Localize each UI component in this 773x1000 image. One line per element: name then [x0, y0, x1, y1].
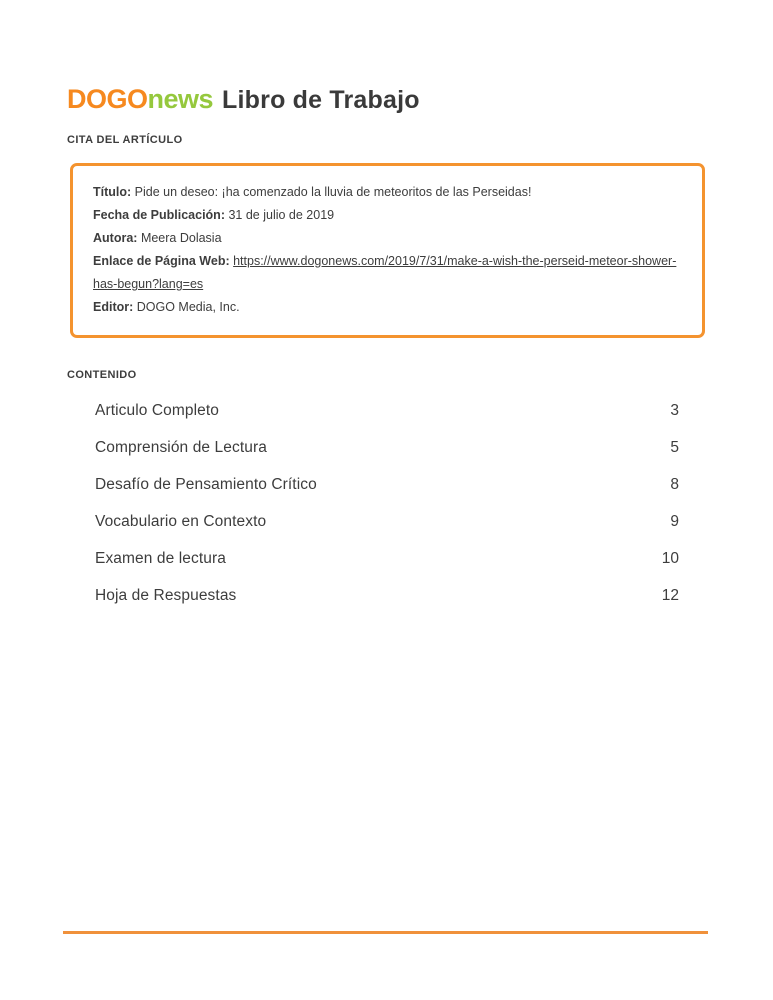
toc-entry-label: Comprensión de Lectura: [95, 438, 267, 456]
toc-row-comprension-de-lectura: [95, 429, 679, 466]
citation-field-label: Enlace de Página Web:: [93, 254, 230, 268]
citation-field-label: Editor:: [93, 300, 134, 314]
dogonews-logo: [67, 84, 213, 115]
footer-divider: [63, 931, 708, 934]
page-title: Libro de Trabajo: [222, 86, 420, 114]
toc-row-desafio-pensamiento-critico: [95, 466, 679, 503]
toc-page-number: 9: [670, 512, 679, 530]
toc-entry-label: Hoja de Respuestas: [95, 586, 237, 604]
citation-field-publisher: [93, 296, 682, 319]
citation-field-value: Meera Dolasia: [140, 231, 222, 245]
toc-entry-label: Vocabulario en Contexto: [95, 512, 267, 530]
logo-news-text: news: [147, 84, 214, 114]
toc-entry-label: Desafío de Pensamiento Crítico: [95, 475, 317, 493]
article-url-link[interactable]: https://www.dogonews.com/2019/7/31/make-a-wish-the-perseid-meteor-shower-has-begun?lang=es: [93, 254, 677, 291]
toc-page-number: 10: [661, 549, 679, 567]
toc-page-number: 12: [661, 586, 679, 604]
table-of-contents: [95, 392, 679, 614]
article-citation-box: [70, 163, 705, 338]
toc-row-articulo-completo: [95, 392, 679, 429]
citation-field-title: [93, 181, 682, 204]
citation-field-author: [93, 227, 682, 250]
citation-field-web-link: [93, 250, 682, 296]
citation-field-value: DOGO Media, Inc.: [136, 300, 240, 314]
toc-row-vocabulario-en-contexto: [95, 503, 679, 540]
citation-field-value: Pide un deseo: ¡ha comenzado la lluvia de meteoritos de las Perseidas!: [134, 185, 532, 199]
citation-section-label: CITA DEL ARTÍCULO: [67, 134, 183, 146]
toc-page-number: 8: [670, 475, 679, 493]
citation-field-label: Título:: [93, 185, 132, 199]
logo-dogo-text: DOGO: [67, 84, 148, 114]
toc-page-number: 5: [670, 438, 679, 456]
citation-field-publication-date: [93, 204, 682, 227]
citation-field-label: Fecha de Publicación:: [93, 208, 225, 222]
citation-field-value: 31 de julio de 2019: [228, 208, 335, 222]
toc-row-examen-de-lectura: [95, 540, 679, 577]
page-header: [67, 84, 420, 115]
citation-field-label: Autora:: [93, 231, 138, 245]
toc-row-hoja-de-respuestas: [95, 577, 679, 614]
toc-page-number: 3: [670, 401, 679, 419]
toc-entry-label: Articulo Completo: [95, 401, 220, 419]
contents-section-label: CONTENIDO: [67, 369, 137, 381]
toc-entry-label: Examen de lectura: [95, 549, 226, 567]
